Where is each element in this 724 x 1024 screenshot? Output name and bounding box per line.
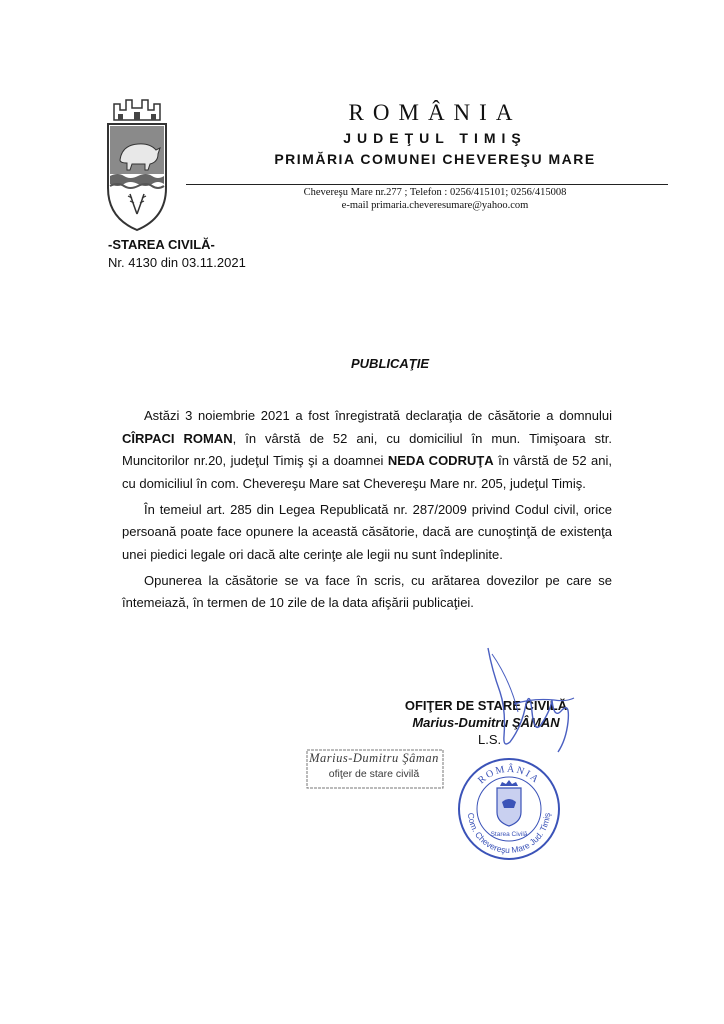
town-hall-heading: PRIMĂRIA COMUNEI CHEVEREŞU MARE	[274, 151, 596, 167]
document-body	[122, 405, 612, 618]
svg-text:ROMÂNIA: ROMÂNIA	[476, 763, 542, 787]
email-line: e-mail primaria.cheveresumare@yahoo.com	[341, 200, 529, 211]
officer-title: OFIŢER DE STARE CIVILĂ	[404, 698, 568, 713]
county-heading: JUDEŢUL TIMIŞ	[343, 130, 527, 146]
contact-line: Chevereşu Mare nr.277 ; Telefon : 0256/415101; 0256/415008	[303, 187, 567, 198]
paragraph-declaration	[122, 405, 612, 495]
groom-name: CÎRPACI ROMAN	[122, 430, 233, 446]
ls-mark: L.S.	[478, 732, 502, 747]
country-heading: ROMÂNIA	[348, 100, 522, 125]
svg-text:Com. Chevereşu Mare Jud. Timiş: Com. Chevereşu Mare Jud. Timiş	[465, 812, 553, 856]
declaration-text: în vârstă de 52 ani, cu domiciliul în com. Chevereşu Mare sat Chevereşu Mare nr. 205, judeţul Timiş.	[122, 453, 612, 491]
name-stamp-name: Marius-Dumitru Şâman	[309, 751, 439, 765]
paragraph-legal-basis: În temeiul art. 285 din Legea Republicată nr. 287/2009 privind Codul civil, orice persoană poate face opunere la această căsătorie, dacă are cunoştinţă de existenţa unei piedici legale ori dacă alte cerinţe ale legii nu sunt îndeplinite.	[122, 501, 612, 562]
bride-name: NEDA CODRUŢA	[387, 453, 494, 468]
header-divider	[186, 184, 668, 185]
name-stamp-role: ofiţer de stare civilă	[328, 768, 420, 780]
declaration-text: , în vârstă de 52 ani, cu domiciliul în mun. Timişoara str. Muncitorilor nr.20, judeţul Timiş şi a doamnei	[122, 430, 612, 468]
svg-text:Starea Civilă: Starea Civilă	[490, 831, 528, 838]
declaration-text: Astăzi 3 noiembrie 2021 a fost înregistrată declaraţia de căsătorie a domnului	[144, 408, 612, 423]
officer-name: Marius-Dumitru ŞÂMAN	[412, 715, 560, 730]
department-label: -STAREA CIVILĂ-	[108, 237, 215, 252]
coat-of-arms-icon	[100, 90, 174, 240]
official-seal	[456, 756, 562, 862]
document-title: PUBLICAŢIE	[351, 356, 429, 371]
paragraph-opposition: Opunerea la căsătorie se va face în scris, cu arătarea dovezilor pe care se întemeiază, în termen de 10 zile de la data afişării publicaţiei.	[122, 572, 612, 610]
registration-number: Nr. 4130 din 03.11.2021	[108, 255, 246, 270]
handwritten-signature	[470, 640, 580, 770]
